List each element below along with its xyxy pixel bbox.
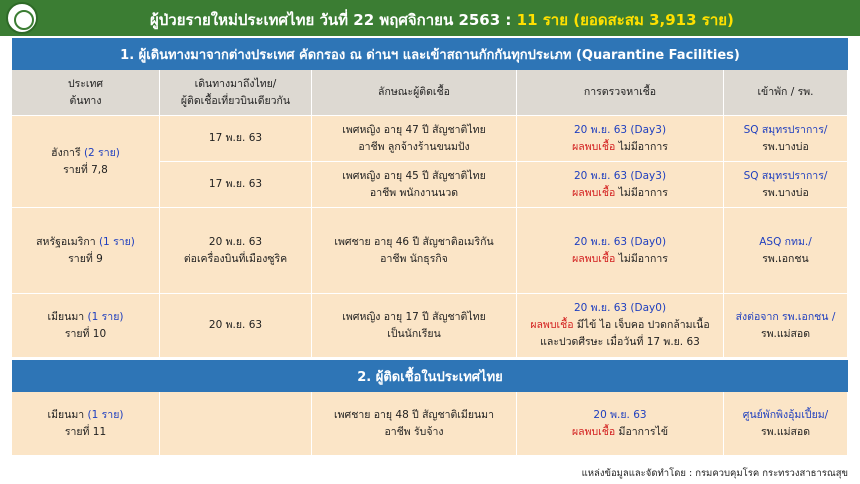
profile-line-2: อาชีพ รับจ้าง (384, 425, 444, 438)
case-number: รายที่ 11 (64, 425, 107, 438)
column-header-country-2: ต้นทาง (69, 94, 102, 107)
arrival-cell: 20 พ.ย. 63 (160, 294, 312, 358)
symptom-line-2: และปวดศีรษะ เมื่อวันที่ 17 พ.ย. 63 (540, 336, 700, 348)
profile-line-2: อาชีพ นักธุรกิจ (380, 252, 448, 265)
test-result: ผลพบเชื้อ (572, 252, 616, 265)
country-name: เมียนมา (47, 408, 85, 421)
stay-cell (724, 162, 848, 208)
stay-cell (724, 294, 848, 358)
test-result: ผลพบเชื้อ (571, 425, 616, 438)
test-cell (517, 162, 724, 208)
profile-cell (312, 116, 517, 162)
test-date: 20 พ.ย. 63 (Day0) (573, 235, 667, 248)
case-count: (2 ราย) (83, 146, 120, 159)
profile-cell (312, 294, 517, 358)
stay-cell (724, 116, 848, 162)
stay-line-1: SQ สมุทรปราการ/ (743, 123, 828, 136)
country-name: สหรัฐอเมริกา (36, 235, 96, 248)
test-date: 20 พ.ย. 63 (Day3) (573, 123, 667, 136)
symptom: มีอาการไข้ (618, 425, 669, 438)
test-date: 20 พ.ย. 63 (593, 408, 647, 421)
column-header-stay: เข้าพัก / รพ. (724, 70, 848, 116)
profile-line-1: เพศหญิง อายุ 45 ปี สัญชาติไทย (342, 169, 486, 182)
ministry-logo-icon (6, 2, 38, 34)
column-header-country-1: ประเทศ (67, 77, 104, 90)
test-cell (517, 116, 724, 162)
profile-cell (312, 392, 517, 456)
case-number: รายที่ 9 (68, 252, 103, 265)
country-cell-myanmar (12, 294, 160, 358)
source-footer: แหล่งข้อมูลและจัดทำโดย : กรมควบคุมโรค กระทรวงสาธารณสุข (581, 468, 848, 479)
title-highlight: 11 ราย (ยอดสะสม 3,913 ราย) (516, 11, 734, 29)
column-header-arrival-2: ผู้ติดเชื้อเที่ยวบินเดียวกัน (180, 94, 291, 107)
stay-cell (724, 392, 848, 456)
test-date: 20 พ.ย. 63 (Day0) (573, 302, 667, 314)
column-header-profile: ลักษณะผู้ติดเชื้อ (312, 70, 517, 116)
symptom: ไม่มีอาการ (618, 140, 668, 153)
section-2-title: 2. ผู้ติดเชื้อในประเทศไทย (12, 360, 848, 392)
test-result: ผลพบเชื้อ (530, 319, 574, 331)
stay-line-2: รพ.เอกชน (762, 252, 809, 265)
profile-line-2: เป็นนักเรียน (387, 327, 441, 340)
column-header-arrival-1: เดินทางมาถึงไทย/ (194, 77, 277, 90)
profile-line-1: เพศหญิง อายุ 17 ปี สัญชาติไทย (342, 310, 486, 323)
arrival-cell: 17 พ.ย. 63 (160, 162, 312, 208)
country-cell-usa (12, 208, 160, 294)
page-title (150, 8, 734, 28)
profile-line-1: เพศชาย อายุ 48 ปี สัญชาติเมียนมา (334, 408, 494, 421)
arrival-note: ต่อเครื่องบินที่เมืองซูริค (183, 252, 288, 265)
test-date: 20 พ.ย. 63 (Day3) (573, 169, 667, 182)
stay-line-1: ส่งต่อจาก รพ.เอกชน / (735, 310, 836, 323)
column-header-arrival (160, 70, 312, 116)
country-cell-hungary (12, 116, 160, 208)
arrival-cell: 17 พ.ย. 63 (160, 116, 312, 162)
stay-line-1: SQ สมุทรปราการ/ (743, 169, 828, 182)
profile-line-1: เพศชาย อายุ 46 ปี สัญชาติอเมริกัน (334, 235, 494, 248)
stay-line-2: รพ.บางบ่อ (762, 140, 809, 153)
arrival-cell-empty (160, 392, 312, 456)
section-1-title: 1. ผู้เดินทางมาจากต่างประเทศ คัดกรอง ณ ด่านฯ และเข้าสถานกักกันทุกประเภท (Quarantine Facilities) (12, 38, 848, 70)
test-cell (517, 294, 724, 358)
test-result: ผลพบเชื้อ (572, 140, 616, 153)
column-header-country (12, 70, 160, 116)
symptom: ไม่มีอาการ (618, 186, 668, 199)
profile-line-2: อาชีพ ลูกจ้างร้านขนมปัง (358, 140, 470, 153)
header-bar (0, 0, 860, 36)
country-name: ฮังการี (51, 146, 81, 159)
report-board (12, 38, 848, 462)
test-cell (517, 208, 724, 294)
country-name: เมียนมา (47, 310, 85, 323)
section-1-table (12, 70, 848, 358)
case-count: (1 ราย) (87, 310, 124, 323)
stay-line-2: รพ.แม่สอด (760, 327, 811, 340)
country-cell-myanmar-local (12, 392, 160, 456)
profile-line-1: เพศหญิง อายุ 47 ปี สัญชาติไทย (342, 123, 486, 136)
stay-line-2: รพ.แม่สอด (760, 425, 811, 438)
arrival-cell (160, 208, 312, 294)
symptom: ไม่มีอาการ (618, 252, 668, 265)
test-result: ผลพบเชื้อ (572, 186, 616, 199)
case-number: รายที่ 7,8 (63, 163, 108, 176)
profile-cell (312, 162, 517, 208)
stay-line-1: ศูนย์พักพิงอุ้มเปี้ยม/ (742, 408, 829, 421)
test-cell (517, 392, 724, 456)
case-number: รายที่ 10 (64, 327, 107, 340)
arrival-date: 20 พ.ย. 63 (208, 235, 263, 248)
stay-line-2: รพ.บางบ่อ (762, 186, 809, 199)
profile-cell (312, 208, 517, 294)
profile-line-2: อาชีพ พนักงานนวด (369, 186, 459, 199)
stay-cell (724, 208, 848, 294)
case-count: (1 ราย) (98, 235, 135, 248)
symptom: มีไข้ ไอ เจ็บคอ ปวดกล้ามเนื้อ (576, 319, 710, 331)
title-prefix: ผู้ป่วยรายใหม่ประเทศไทย วันที่ 22 พฤศจิกายน 2563 : (150, 11, 512, 29)
stay-line-1: ASQ กทม./ (759, 235, 812, 248)
section-2-table (12, 392, 848, 456)
case-count: (1 ราย) (87, 408, 124, 421)
column-header-test: การตรวจหาเชื้อ (517, 70, 724, 116)
